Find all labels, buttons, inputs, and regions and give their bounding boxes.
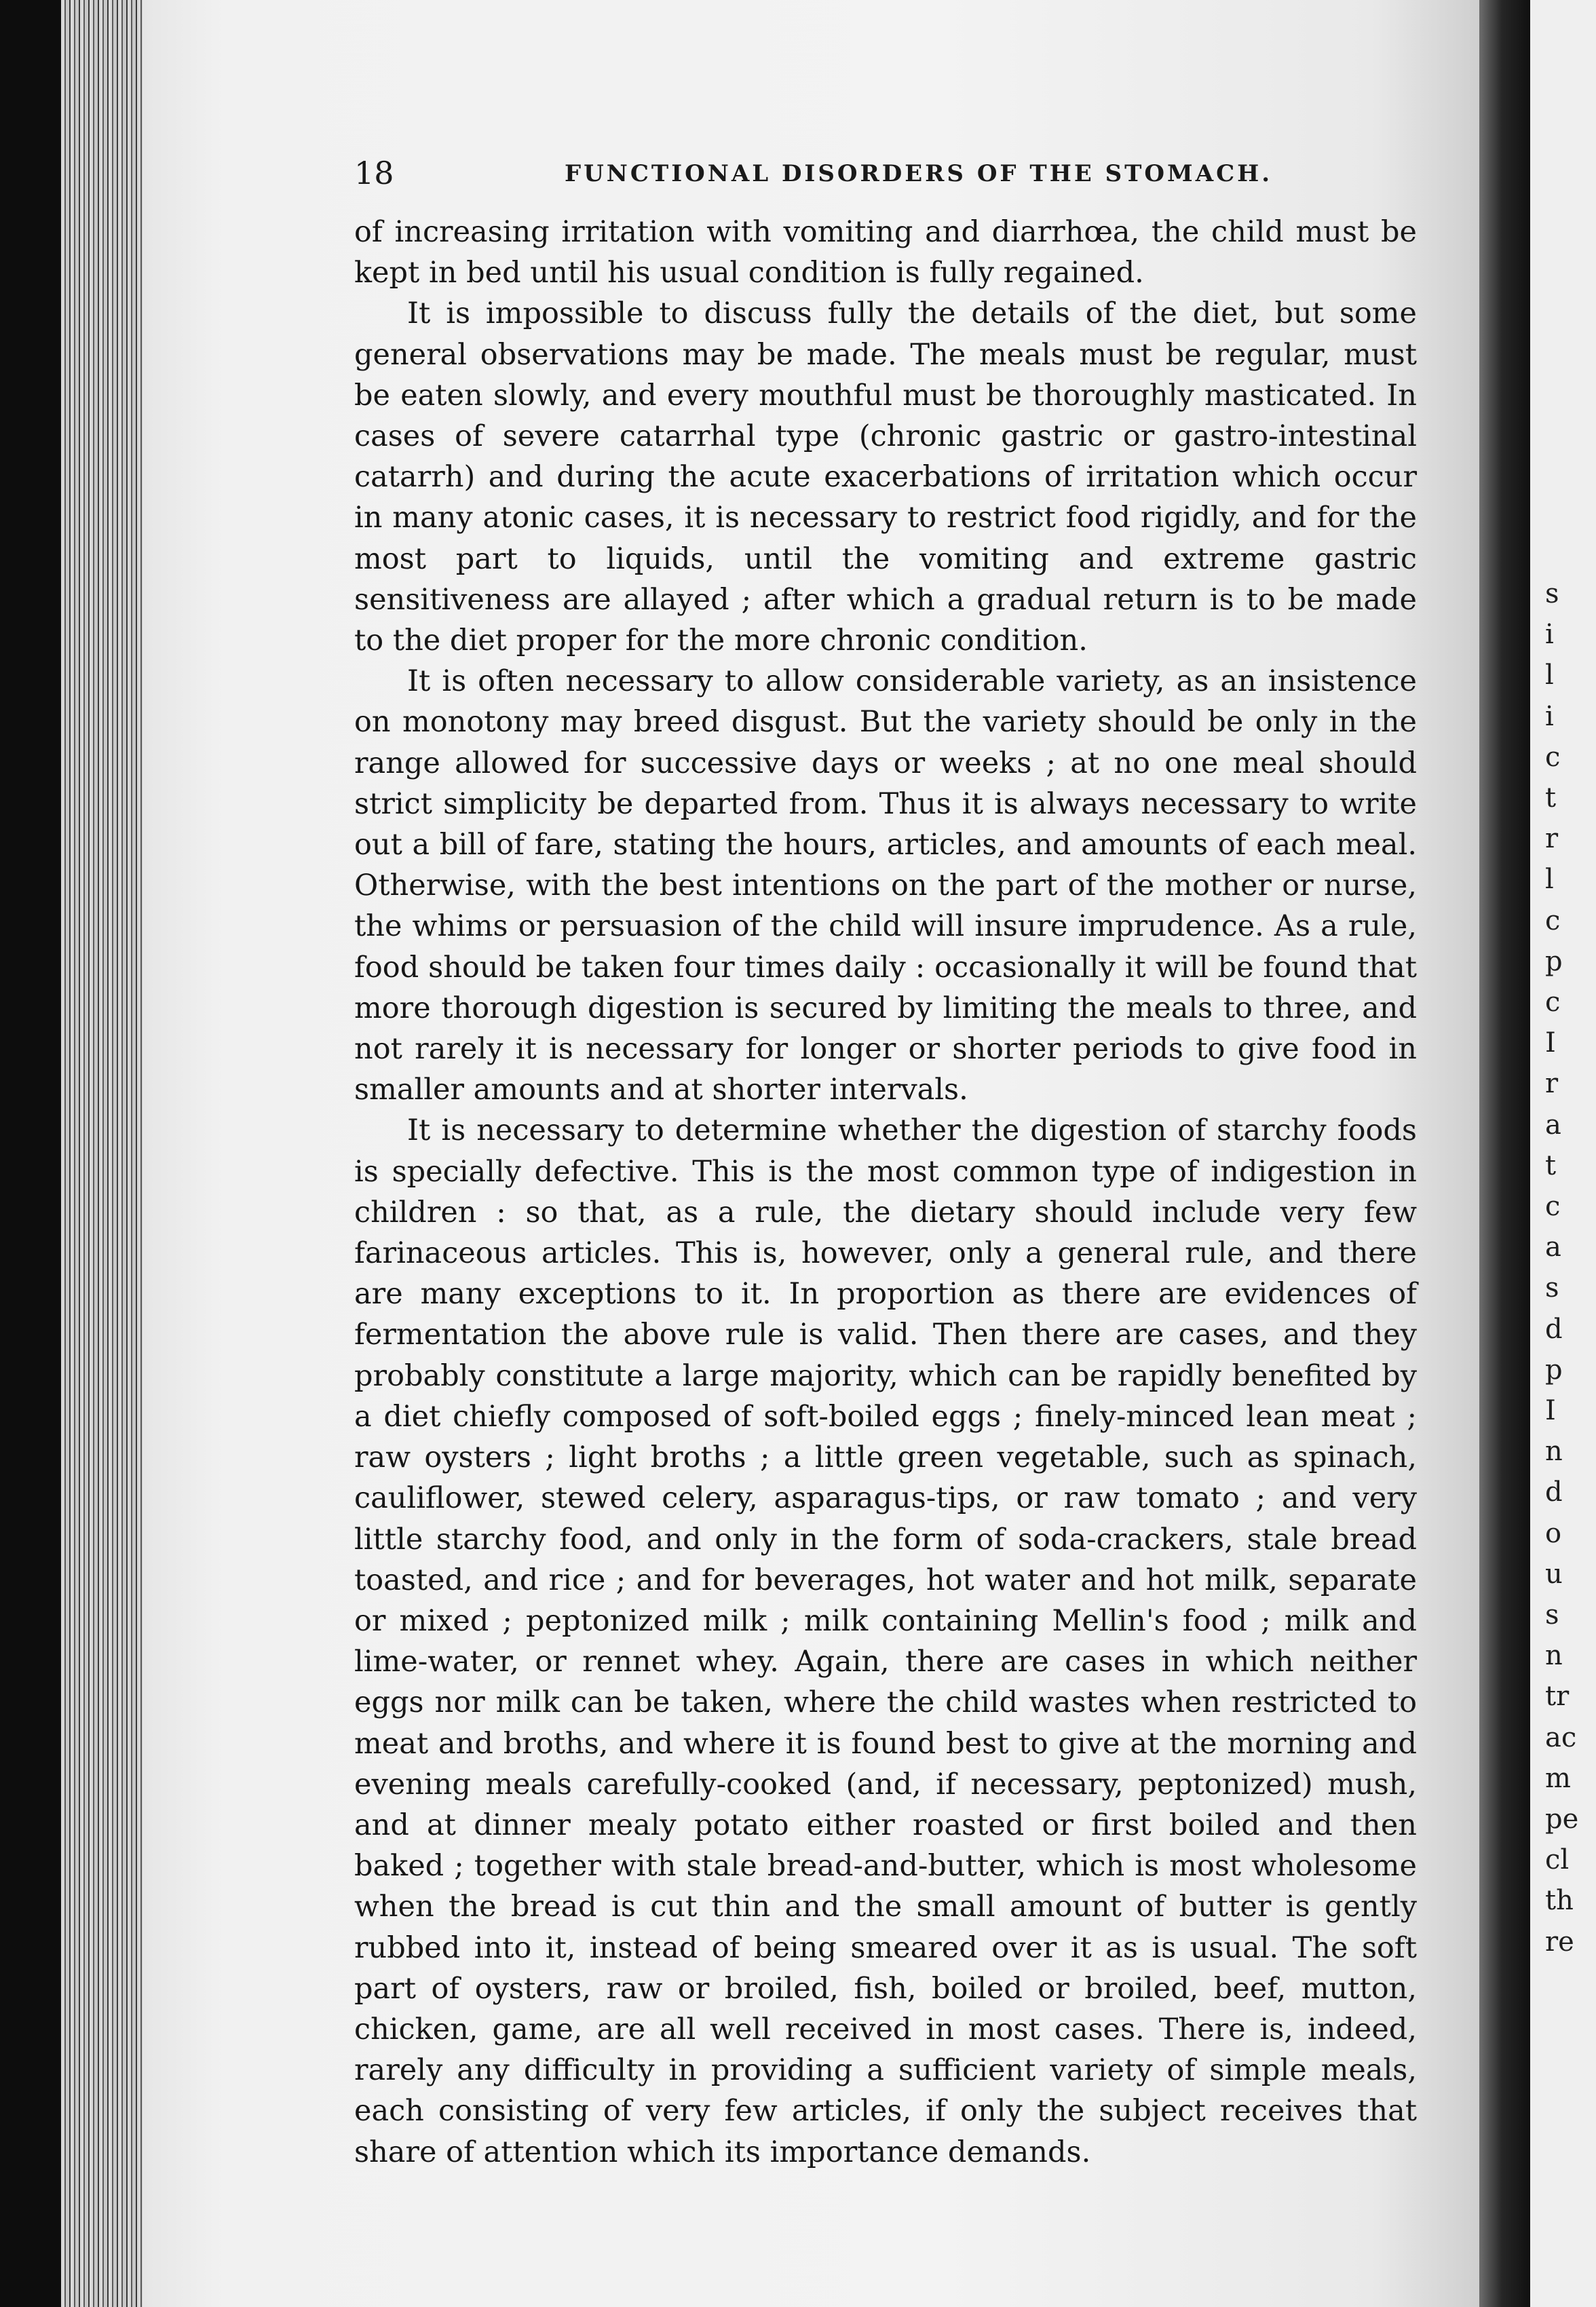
next-page-fragment: u	[1545, 1558, 1563, 1590]
next-page-fragment: re	[1545, 1926, 1574, 1958]
next-page-fragment: d	[1545, 1476, 1563, 1508]
next-page-fragment: I	[1545, 1027, 1556, 1059]
next-page-fragment: ac	[1545, 1721, 1577, 1753]
page-header	[354, 155, 1420, 202]
next-page-fragment: a	[1545, 1109, 1561, 1141]
next-page-edge	[1530, 0, 1596, 2307]
next-page-fragment: p	[1545, 945, 1563, 977]
book-gutter-shadow	[1479, 0, 1530, 2307]
next-page-fragment: pe	[1545, 1804, 1579, 1835]
next-page-fragment: c	[1545, 741, 1561, 773]
next-page-fragment: t	[1545, 1149, 1557, 1181]
paragraph-starchy-foods: It is necessary to determine whether the digestion of starchy foods is specially defective. This is the most common type of indigestion in children : so that, as a rule, the dietary should include very few farinaceous articles. This is, however, only a general rule, and there are many exceptions to it. In proportion as there are evidences of fermentation the above rule is valid. Then there are cases, and they probably constitute a large majority, which can be rapidly benefited by a diet chiefly composed of soft-boiled eggs ; finely-minced lean meat ; raw oysters ; light broths ; a little green vegetable, such as spinach, cauliflower, stewed celery, asparagus-tips, or raw tomato ; and very little starchy food, and only in the form of soda-crackers, stale bread toasted, and rice ; and for beverages, hot water and hot milk, separate or mixed ; peptonized milk ; milk containing Mellin's food ; milk and lime-water, or rennet whey. Again, there are cases in which neither eggs nor milk can be taken, where the child wastes when restricted to meat and broths, and where it is found best to give at the morning and evening meals carefully-cooked (and, if necessary, peptonized) mush, and at dinner mealy potato either roasted or first boiled and then baked ; together with stale bread-and-butter, which is most wholesome when the bread is cut thin and the small amount of butter is gently rubbed into it, instead of being smeared over it as is usual. The soft part of oysters, raw or broiled, fish, boiled or broiled, beef, mutton, chicken, game, are all well received in most cases. There is, indeed, rarely any difficulty in providing a sufficient variety of simple meals, each consisting of very few articles, if only the subject receives that share of attention which its importance demands.	[354, 1113, 1417, 2169]
next-page-fragment: s	[1545, 1272, 1559, 1304]
paragraph-continuation: of increasing irritation with vomiting and diarrhœa, the child must be kept in bed until his usual condition is fully regained.	[354, 215, 1417, 290]
next-page-fragment: p	[1545, 1354, 1563, 1386]
next-page-fragment: s	[1545, 578, 1559, 609]
next-page-fragment: I	[1545, 1395, 1556, 1426]
page-number: 18	[354, 155, 394, 191]
next-page-fragment: c	[1545, 904, 1561, 936]
next-page-fragment: d	[1545, 1313, 1563, 1345]
paragraph-variety: It is often necessary to allow considerable variety, as an insistence on monotony may breed disgust. But the variety should be only in the range allowed for successive days or weeks ; at no one meal should strict simplicity be departed from. Thus it is always necessary to write out a bill of fare, stating the hours, articles, and amounts of each meal. Otherwise, with the best intentions on the part of the mother or nurse, the whims or persuasion of the child will insure imprudence. As a rule, food should be taken four times daily : occasionally it will be found that more thorough digestion is secured by limiting the meals to three, and not rarely it is necessary for longer or shorter periods to give food in smaller amounts and at shorter intervals.	[354, 664, 1417, 1107]
body-text	[354, 212, 1417, 2173]
next-page-fragment: l	[1545, 660, 1554, 691]
next-page-fragment: s	[1545, 1599, 1559, 1631]
next-page-fragment: tr	[1545, 1681, 1570, 1713]
next-page-fragment: m	[1545, 1762, 1571, 1794]
next-page-fragment: n	[1545, 1436, 1563, 1468]
next-page-fragment: c	[1545, 1191, 1561, 1222]
paragraph-diet-observations: It is impossible to discuss fully the details of the diet, but some general observations may be made. The meals must be regular, must be eaten slowly, and every mouthful must be thoroughly masticated. In cases of severe catarrhal type (chronic gastric or gastro-intestinal catarrh) and during the acute exacerbations of irritation which occur in many atonic cases, it is necessary to restrict food rigidly, and for the most part to liquids, until the vomiting and extreme gastric sensitiveness are allayed ; after which a gradual return is to be made to the diet proper for the more chronic condition.	[354, 297, 1417, 658]
next-page-fragment: o	[1545, 1517, 1562, 1549]
next-page-fragment: i	[1545, 619, 1554, 651]
next-page-fragment: i	[1545, 700, 1554, 732]
next-page-fragment: l	[1545, 864, 1554, 896]
next-page-fragment: th	[1545, 1885, 1574, 1917]
next-page-fragment: c	[1545, 987, 1561, 1018]
next-page-fragment: t	[1545, 782, 1557, 814]
next-page-fragment: a	[1545, 1232, 1561, 1263]
running-title: FUNCTIONAL DISORDERS OF THE STOMACH.	[565, 160, 1273, 187]
next-page-fragments	[1545, 0, 1596, 2307]
book-binding	[0, 0, 61, 2307]
page-edges	[61, 0, 142, 2307]
next-page-fragment: r	[1545, 823, 1559, 855]
next-page-fragment: n	[1545, 1640, 1563, 1672]
next-page-fragment: r	[1545, 1068, 1559, 1100]
next-page-fragment: cl	[1545, 1844, 1570, 1876]
